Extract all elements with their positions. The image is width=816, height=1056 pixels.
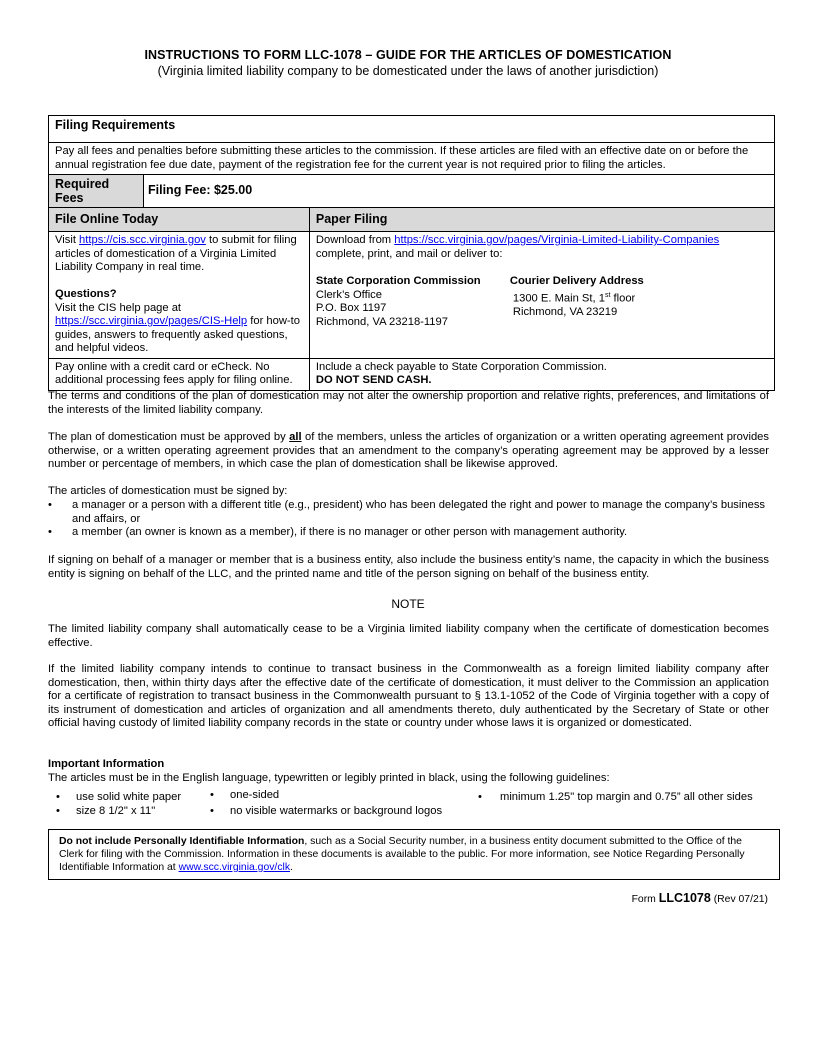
guideline-text: size 8 1/2" x 11" [76, 805, 156, 817]
list-item [48, 526, 769, 540]
no-cash-warning: DO NOT SEND CASH. [315, 374, 432, 386]
approval-text-b: of the members, unless the articles of organization or a written operating agreement provides otherwise, or a written operating agreement provides that an amendment to the company’s operating agreement may be approved by a lesser number or percentage of members, in which case the plan of domestication shall be likewise approved. [48, 431, 769, 471]
courier-line-1-a: 1300 E. Main St, 1 [512, 292, 605, 305]
important-info-heading: Important Information [48, 758, 165, 770]
paper-download-suffix: complete, print, and mail or deliver to: [315, 247, 503, 260]
questions-prefix: Visit the CIS help page at [55, 301, 182, 314]
list-item [210, 788, 279, 802]
bullet-icon: • [210, 789, 214, 801]
bullet-icon: • [56, 805, 60, 817]
questions-suffix: for how-to guides, answers to frequently asked questions, and helpful videos. [55, 315, 300, 354]
pii-notice [48, 829, 780, 880]
paragraph-signed-by: The articles of domestication must be signed by: [48, 485, 288, 497]
guideline-text: minimum 1.25" top margin and 0.75” all other sides [500, 791, 753, 803]
online-payment-cell: Pay online with a credit card or eCheck. No additional processing fees apply for filing online. [49, 358, 310, 390]
courier-heading: Courier Delivery Address [509, 275, 644, 287]
bullet-text: a member (an owner is known as a member), if there is no manager or other person with management authority. [72, 526, 628, 539]
cis-help-link[interactable]: https://scc.virginia.gov/pages/CIS-Help [55, 315, 248, 327]
list-item [478, 790, 754, 804]
bullet-text: a manager or a person with a different title (e.g., president) who has been delegated the right and power to manage the company’s business and affairs, or [72, 499, 766, 525]
list-item [48, 499, 769, 526]
online-visit-suffix: to submit for filing articles of domestication of a Virginia Limited Liability Company in real time. [55, 234, 297, 273]
paragraph-cease: The limited liability company shall automatically cease to be a Virginia limited liability company when the certificate of domestication becomes effective. [48, 623, 769, 649]
scc-heading: State Corporation Commission [315, 275, 481, 287]
list-item [210, 804, 442, 818]
paper-filing-cell [309, 232, 774, 359]
mailing-addresses [316, 275, 768, 329]
filing-intro: Pay all fees and penalties before submitting these articles to the commission. If these articles are filed with an effective date on or before the annual registration fee due date, payment of the registration fee for the current year is not required prior to filing the articles. [49, 143, 775, 175]
clerk-link[interactable]: www.scc.virginia.gov/clk [178, 861, 291, 873]
paper-payment-cell [309, 358, 774, 390]
filing-requirements-heading: Filing Requirements [49, 116, 775, 143]
guideline-text: use solid white paper [76, 791, 182, 803]
courier-line-1 [510, 289, 644, 306]
guideline-text: one-sided [230, 789, 280, 801]
scc-line-1: Clerk’s Office [315, 288, 382, 301]
paper-payment-text: Include a check payable to State Corporation Commission. [315, 360, 607, 373]
online-visit-prefix: Visit [55, 234, 80, 246]
signer-list [48, 499, 769, 540]
pii-end: . [290, 861, 293, 873]
paragraph-foreign-registration: If the limited liability company intends to continue to transact business in the Commonwealth as a foreign limited liability company after domestication, then, within thirty days after the effective date of the certificate of domestication, it must deliver to the Commission an application for a certificate of registration to transact business in the Commonwealth pursuant to § 13.1-1052 of the Code of Virginia together with a copy of its instrument of domestication and articles of organization and all amendments thereto, duly authenticated by the Secretary of State or other official having custody of limited liability company records in the state or country under whose laws it is organized or domesticated. [48, 663, 769, 730]
list-item [56, 790, 181, 804]
courier-line-1-sup: st [604, 291, 611, 299]
paragraph-business-entity: If signing on behalf of a manager or member that is a business entity, also include the business entity’s name, the capacity in which the business entity is signing on behalf of the LLC, and the printed name and title of the person signing on behalf of the business entity. [48, 554, 769, 580]
online-visit-text [55, 234, 303, 275]
approval-all: all [289, 431, 302, 443]
file-online-cell [49, 232, 310, 359]
filing-fee-value: Filing Fee: $25.00 [144, 175, 775, 208]
form-prefix: Form [631, 894, 659, 905]
form-number-value: LLC1078 [658, 891, 711, 905]
paragraph-approval [48, 431, 769, 472]
scc-line-3: Richmond, VA 23218-1197 [315, 315, 448, 328]
form-revision: (Rev 07/21) [710, 894, 768, 905]
guideline-text: no visible watermarks or background logos [230, 805, 443, 817]
llc-forms-link[interactable]: https://scc.virginia.gov/pages/Virginia-Limited-Liability-Companies [394, 234, 720, 246]
paper-filing-heading: Paper Filing [309, 208, 774, 232]
scc-line-2: P.O. Box 1197 [315, 302, 387, 314]
bullet-icon: • [56, 791, 60, 803]
page-subtitle: (Virginia limited liability company to be domesticated under the laws of another jurisdiction) [157, 64, 659, 78]
important-info-text: The articles must be in the English language, typewritten or legibly printed in black, using the following guidelines: [48, 772, 610, 784]
paper-download-prefix: Download from [315, 234, 395, 246]
bullet-icon: • [210, 805, 214, 817]
pii-text: , such as a Social Security number, in a business entity document submitted to the Office of the Clerk for filing with the Commission. Information in these documents is available to the public. For more information, see Notice Regarding Personally Identifiable Information at [59, 836, 745, 873]
filing-requirements-table [48, 115, 775, 391]
form-number [632, 891, 768, 905]
courier-line-2: Richmond, VA 23219 [512, 305, 618, 318]
pii-bold: Do not include Personally Identifiable Information [59, 836, 305, 847]
file-online-heading: File Online Today [49, 208, 310, 232]
bullet-icon: • [48, 499, 52, 511]
cis-link[interactable]: https://cis.scc.virginia.gov [79, 234, 206, 246]
approval-text-a: The plan of domestication must be approved by [48, 431, 290, 443]
required-fees-label: Required Fees [49, 175, 144, 208]
page-title: INSTRUCTIONS TO FORM LLC-1078 – GUIDE FOR THE ARTICLES OF DOMESTICATION [144, 48, 672, 62]
questions-heading: Questions? [55, 288, 117, 300]
questions-text [55, 302, 303, 356]
courier-line-1-b: floor [610, 292, 636, 305]
paragraph-terms: The terms and conditions of the plan of domestication may not alter the ownership proportion and relative rights, preferences, and limitations of the interests of the limited liability company. [48, 390, 769, 416]
courier-address [510, 275, 644, 329]
paper-download-text [316, 234, 768, 261]
bullet-icon: • [478, 791, 482, 803]
scc-address [316, 275, 510, 329]
list-item [56, 804, 155, 818]
bullet-icon: • [48, 526, 52, 539]
note-heading: NOTE [391, 597, 425, 611]
